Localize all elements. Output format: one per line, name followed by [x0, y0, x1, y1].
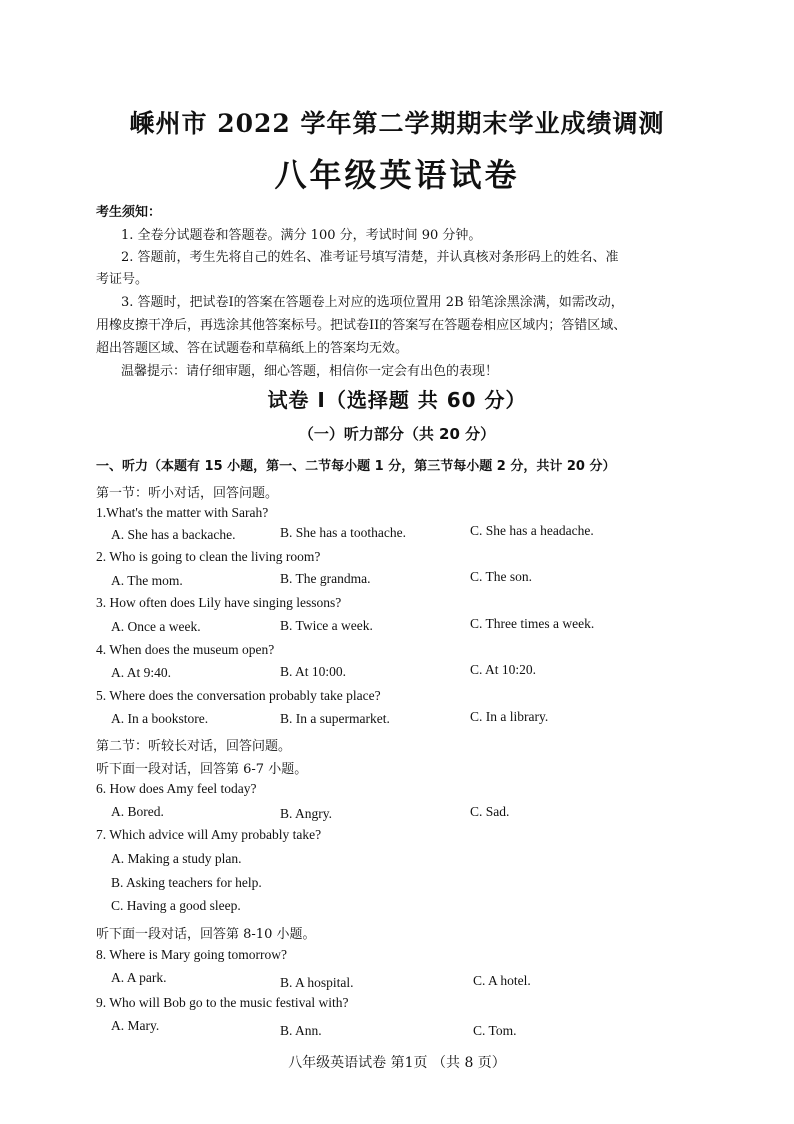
- part-one-heading: 一、听力（本题有 15 小题，第一、二节每小题 1 分，第三节每小题 2 分，共计 20 分）: [96, 459, 616, 474]
- question-7-option-b: B. Asking teachers for help.: [111, 875, 262, 890]
- question-2-option-c: C. The son.: [470, 569, 533, 584]
- question-8-option-b: B. A hospital.: [280, 975, 354, 990]
- question-2: 2. Who is going to clean the living room?: [96, 549, 321, 564]
- question-7-option-c: C. Having a good sleep.: [111, 898, 241, 913]
- question-6: 6. How does Amy feel today?: [96, 781, 257, 796]
- page-footer: 八年级英语试卷 第1页 （共 8 页）: [288, 1055, 506, 1071]
- notice-item-2-cont: 考证号。: [96, 272, 149, 287]
- exam-subtitle: 八年级英语试卷: [274, 156, 520, 194]
- dialog-instruction-1: 听下面一段对话，回答第 6-7 小题。: [96, 762, 308, 777]
- question-1-option-a: A. She has a backache.: [111, 527, 236, 542]
- question-3: 3. How often does Lily have singing lessons?: [96, 595, 342, 610]
- sub-section-2: 第二节：听较长对话，回答问题。: [96, 739, 292, 754]
- sub-section-1: 第一节：听小对话，回答问题。: [96, 486, 279, 501]
- exam-title: 嵊州市 2022 学年第二学期期末学业成绩调测: [129, 109, 665, 138]
- notice-item-3-cont-1: 用橡皮擦干净后，再选涂其他答案标号。把试卷II的答案写在答题卷相应区域内；答错区域、: [96, 318, 627, 333]
- question-8-option-c: C. A hotel.: [473, 973, 531, 988]
- listening-heading: （一）听力部分（共 20 分）: [298, 425, 496, 443]
- question-9-option-a: A. Mary.: [111, 1018, 160, 1033]
- question-5-option-b: B. In a supermarket.: [280, 711, 390, 726]
- question-3-option-c: C. Three times a week.: [470, 616, 595, 631]
- question-2-option-b: B. The grandma.: [280, 571, 371, 586]
- question-4: 4. When does the museum open?: [96, 642, 275, 657]
- notice-item-3: 3. 答题时，把试卷I的答案在答题卷上对应的选项位置用 2B 铅笔涂黑涂满，如需改动，: [121, 295, 624, 310]
- question-9-option-b: B. Ann.: [280, 1023, 322, 1038]
- question-6-option-b: B. Angry.: [280, 806, 333, 821]
- notice-item-3-cont-2: 超出答题区域、答在试题卷和草稿纸上的答案均无效。: [96, 341, 409, 356]
- question-4-option-a: A. At 9:40.: [111, 665, 172, 680]
- question-3-option-a: A. Once a week.: [111, 619, 201, 634]
- question-5: 5. Where does the conversation probably take place?: [96, 688, 381, 703]
- notice-item-2: 2. 答题前，考生先将自己的姓名、准考证号填写清楚，并认真核对条形码上的姓名、准: [121, 250, 619, 265]
- question-4-option-c: C. At 10:20.: [470, 662, 537, 677]
- question-7-option-a: A. Making a study plan.: [111, 851, 242, 866]
- question-3-option-b: B. Twice a week.: [280, 618, 373, 633]
- question-1-option-c: C. She has a headache.: [470, 523, 594, 538]
- question-4-option-b: B. At 10:00.: [280, 664, 347, 679]
- paper-one-heading: 试卷 I（选择题 共 60 分）: [267, 388, 527, 412]
- question-1: 1.What's the matter with Sarah?: [96, 505, 269, 520]
- question-9-option-c: C. Tom.: [473, 1023, 517, 1038]
- question-7: 7. Which advice will Amy probably take?: [96, 827, 322, 842]
- question-2-option-a: A. The mom.: [111, 573, 183, 588]
- notice-tip: 温馨提示：请仔细审题，细心答题，相信你一定会有出色的表现！: [121, 364, 499, 379]
- question-8-option-a: A. A park.: [111, 970, 167, 985]
- question-5-option-a: A. In a bookstore.: [111, 711, 209, 726]
- question-5-option-c: C. In a library.: [470, 709, 549, 724]
- question-9: 9. Who will Bob go to the music festival with?: [96, 995, 349, 1010]
- question-6-option-a: A. Bored.: [111, 804, 164, 819]
- dialog-instruction-2: 听下面一段对话，回答第 8-10 小题。: [96, 927, 316, 942]
- notice-heading: 考生须知：: [96, 205, 162, 220]
- notice-item-1: 1. 全卷分试题卷和答题卷。满分 100 分，考试时间 90 分钟。: [121, 228, 482, 243]
- question-1-option-b: B. She has a toothache.: [280, 525, 406, 540]
- question-8: 8. Where is Mary going tomorrow?: [96, 947, 287, 962]
- question-6-option-c: C. Sad.: [470, 804, 510, 819]
